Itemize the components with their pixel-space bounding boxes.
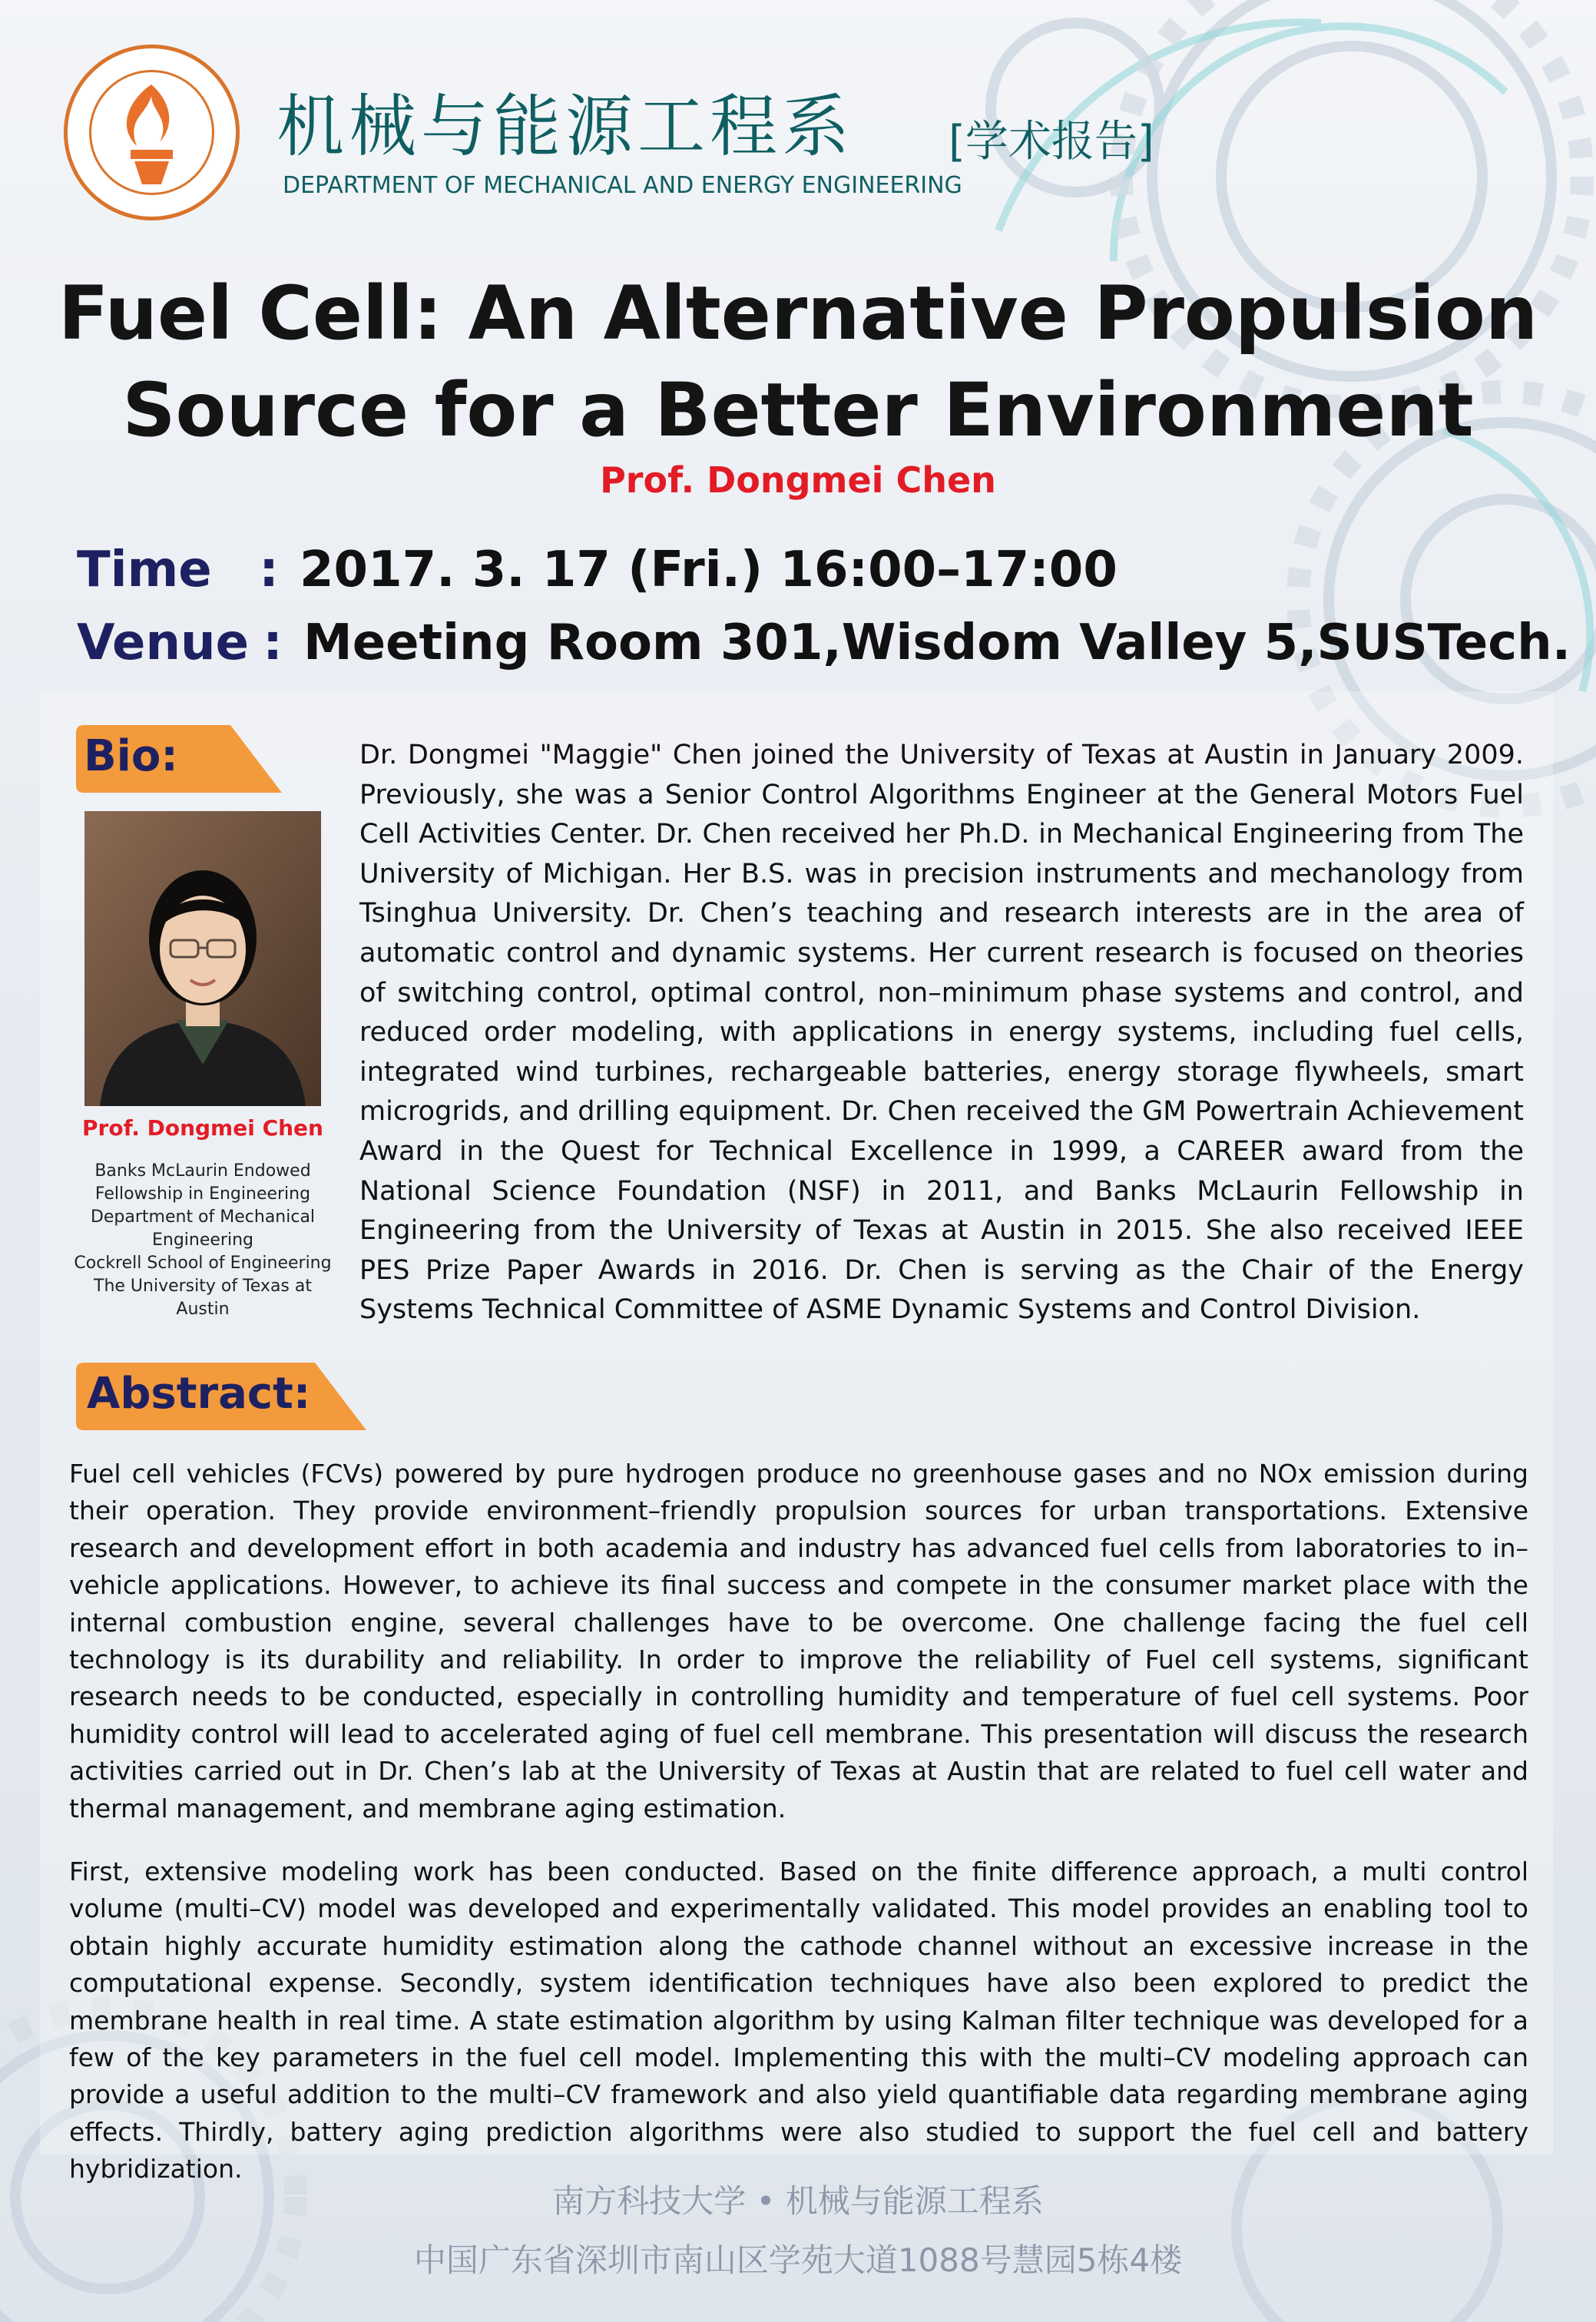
abstract-paragraph-2 [69,1853,1528,2188]
portrait-caption-line: Engineering [152,1231,253,1250]
time-colon: : [259,542,279,598]
portrait-caption-line: Cockrell School of Engineering [74,1254,332,1273]
footer-university: 南方科技大学 • 机械与能源工程系 [552,2182,1044,2220]
speaker-name: Prof. Dongmei Chen [600,459,996,501]
academic-report-tag: [学术报告] [949,117,1154,167]
department-name-chinese: 机械与能源工程系 [276,87,855,166]
abstract-heading-label: Abstract: [87,1369,311,1419]
abstract-text-1: Fuel cell vehicles (FCVs) powered by pure hydrogen produce no greenhouse gases and no NOx emission during their operation. They provide environment–friendly propulsion sources for urban transportations. Extensive research and development effort in both academia and industry has advanced fuel cells from laboratories to in–vehicle applications. However, to achieve its final success and compete in the consumer market place with the internal combustion engine, several challenges have to be overcome. One challenge facing the fuel cell technology is its durability and reliability. In order to improve the reliability of Fuel cell systems, significant research needs to be conducted, especially in controlling humidity and temperature of fuel cell systems. Poor humidity control will lead to accelerated aging of fuel cell membrane. This presentation will discuss the research activities carried out in Dr. Chen’s lab at the University of Texas at Austin that are related to fuel cell water and thermal management, and membrane aging estimation. [69,1459,1528,1823]
title-line-1: Fuel Cell: An Alternative Propulsion [58,270,1538,356]
portrait-caption-line: Austin [176,1300,230,1319]
venue-value: Meeting Room 301,Wisdom Valley 5,SUSTech. [303,614,1571,671]
university-logo [61,42,242,223]
portrait-caption-line: Fellowship in Engineering [94,1184,311,1204]
abstract-text-2: First, extensive modeling work has been conducted. Based on the finite difference approach, a multi control volume (multi–CV) model was developed and experimentally validated. This model provides an enabling tool to obtain highly accurate humidity estimation along the cathode channel without an excessive increase in the computational expense. Secondly, system identification techniques have also been explored to predict the membrane health in real time. A state estimation algorithm by using Kalman filter technique was developed for a few of the key parameters in the fuel cell model. Implementing this with the multi–CV modeling approach can provide a useful addition to the multi–CV framework and also yield quantifiable data regarding membrane aging effects. Thirdly, battery aging prediction algorithms were also studied to support the fuel cell and battery hybridization. [69,1857,1528,2185]
bio-text [359,736,1524,1330]
bio-heading [73,722,284,796]
time-label: Time [77,542,212,598]
portrait-caption-line: The University of Texas at [94,1277,312,1296]
portrait-caption-line: Department of Mechanical [90,1207,316,1227]
venue-label: Venue [77,614,249,671]
venue-colon: : [263,614,283,671]
bio-heading-label: Bio: [84,731,178,781]
speaker-portrait [84,811,321,1106]
title-line-2: Source for a Better Environment [122,367,1474,453]
portrait-caption-line: Banks McLaurin Endowed [94,1161,311,1181]
talk-title [0,265,1596,459]
time-row [77,542,1118,598]
abstract-paragraph-1 [69,1456,1528,1827]
time-value: 2017. 3. 17 (Fri.) 16:00–17:00 [300,542,1118,598]
venue-row [77,614,1571,671]
abstract-heading [73,1360,369,1433]
portrait-caption-name: Prof. Dongmei Chen [82,1115,323,1141]
footer-address: 中国广东省深圳市南山区学苑大道1088号慧园5栋4楼 [413,2241,1183,2279]
department-name-english: DEPARTMENT OF MECHANICAL AND ENERGY ENGINEERING [283,172,962,199]
bio-paragraph: Dr. Dongmei "Maggie" Chen joined the University of Texas at Austin in January 2009. Previously, she was a Senior Control Algorithms Engineer at the General Motors Fuel Cell Activities Center. Dr. Chen received her Ph.D. in Mechanical Engineering from The University of Michigan. Her B.S. was in precision instruments and mechanology from Tsinghua University. Dr. Chen’s teaching and research interests are in the area of automatic control and dynamic systems. Her current research is focused on theories of switching control, optimal control, non–minimum phase systems and control, and reduced order modeling, with applications in energy systems, including fuel cells, integrated wind turbines, rechargeable batteries, energy storage flywheels, smart microgrids, and drilling equipment. Dr. Chen received the GM Powertrain Achievement Award in the Quest for Technical Excellence in 1999, a CAREER award from the National Science Foundation (NSF) in 2011, and Banks McLaurin Fellowship in Engineering from the University of Texas at Austin in 2015. She also received IEEE PES Prize Paper Awards in 2016. Dr. Chen is serving as the Chair of the Energy Systems Technical Committee of ASME Dynamic Systems and Control Division. [359,740,1524,1326]
